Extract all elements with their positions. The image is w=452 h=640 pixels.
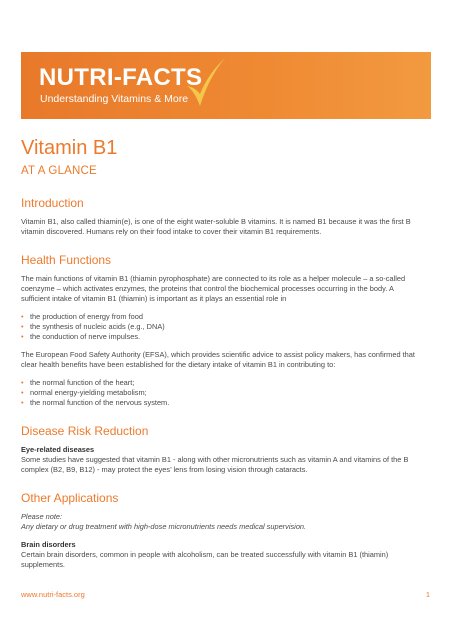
list-item: • normal energy-yielding metabolism; [21,388,416,398]
introduction-text: Vitamin B1, also called thiamin(e), is one of the eight water-soluble B vitamins. It is named B1 because it was the first B vitamin discovered. Humans rely on their food intake to cover their vitamin B1 requirements. [21,217,411,236]
other-applications-heading: Other Applications [21,491,119,505]
eye-diseases-subheading: Eye-related diseases [21,445,95,454]
list-item: • the normal function of the nervous system. [21,398,416,408]
brain-disorders-text: Certain brain disorders, common in people with alcoholism, can be treated successfully with vitamin B1 (thiamin) supplements. [21,550,389,569]
brand-tagline: Understanding Vitamins & More [40,93,189,105]
health-functions-text: The main functions of vitamin B1 (thiamin pyrophosphate) are connected to its role as a helper molecule – a so-called coenzyme – which activates enzymes, the proteins that control the biochemical processes occurring in the body. A sufficient intake of vitamin B1 (thiamin) is important as it plays an essential role in [21,274,406,303]
health-functions-list [21,312,416,342]
eye-diseases-text: Some studies have suggested that vitamin B1 - along with other micronutrients such as vitamin A and vitamins of the B complex (B2, B9, B12) - may protect the eyes’ lens from losing vision through cataracts. [21,455,409,474]
introduction-heading: Introduction [21,196,84,210]
page-title: Vitamin B1 [21,137,118,159]
note-label: Please note: [21,512,63,521]
list-item: • the normal function of the heart; [21,378,416,388]
document-body [21,124,416,570]
note-text: Any dietary or drug treatment with high-dose micronutrients needs medical supervision. [21,522,307,531]
header-banner [21,52,431,119]
brand-logo-text: NUTRI-FACTS [39,64,203,91]
page-number: 1 [425,590,430,599]
list-item: • the conduction of nerve impulses. [21,332,416,342]
page-subtitle: AT A GLANCE [21,165,97,177]
disease-risk-heading: Disease Risk Reduction [21,424,149,438]
list-item: • the production of energy from food [21,312,416,322]
list-item: • the synthesis of nucleic acids (e.g., DNA) [21,322,416,332]
brain-disorders-subheading: Brain disorders [21,540,76,549]
efsa-list [21,378,416,408]
health-functions-heading: Health Functions [21,253,112,267]
footer-website-link[interactable]: www.nutri-facts.org [21,590,85,599]
checkmark-icon [185,56,227,112]
efsa-text: The European Food Safety Authority (EFSA), which provides scientific advice to assist policy makers, has confirmed that clear health benefits have been established for the dietary intake of vitamin B1 in contributing to: [21,350,415,369]
